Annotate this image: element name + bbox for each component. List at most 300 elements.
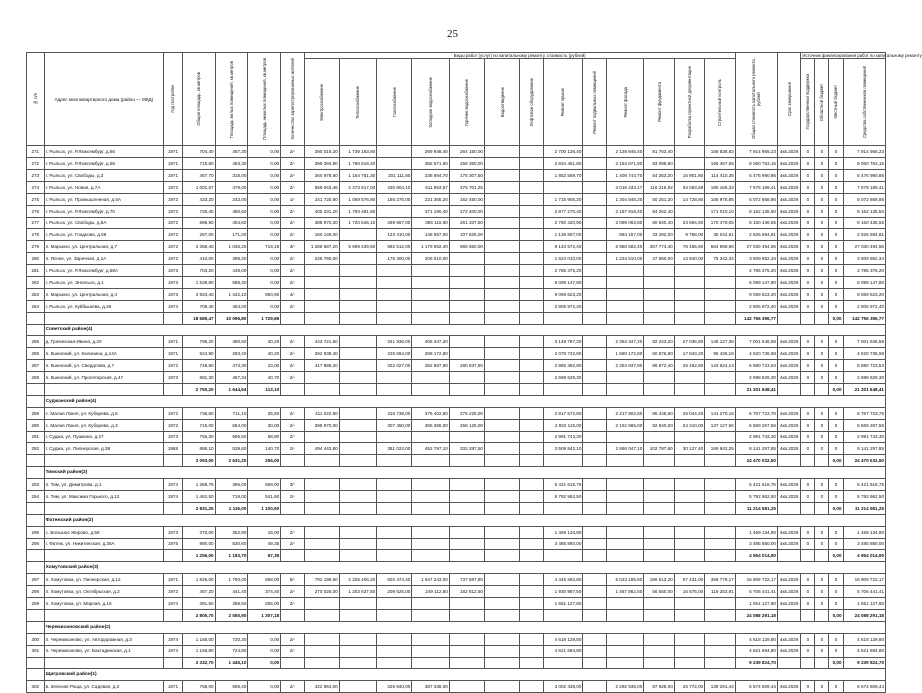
row-funding: 0 — [815, 360, 829, 372]
row-deadline: 4кв.2026 — [777, 479, 800, 491]
row-work-cost: 1 408 744,70 — [606, 169, 643, 181]
table-cell — [674, 455, 704, 467]
row-owners-funds: 8 060 763,15 — [843, 158, 885, 170]
table-cell — [377, 657, 412, 669]
row-work-cost — [339, 372, 376, 384]
table-cell — [164, 657, 183, 669]
row-work-cost — [520, 372, 543, 384]
row-residents: 2/- — [281, 300, 304, 312]
subtotal-total-area: 2 332,70 — [182, 657, 215, 669]
capital-repair-table — [26, 52, 922, 693]
row-funding: 0 — [801, 181, 815, 193]
row-funding: 0 — [801, 193, 815, 205]
row-funding: 0 — [801, 598, 815, 610]
table-cell — [583, 312, 606, 324]
subtotal-living-area: 1 183,70 — [215, 550, 248, 562]
row-year: 1972 — [164, 586, 183, 598]
col-header-work: Горячее водоснабжение — [449, 59, 484, 146]
row-work-cost — [520, 633, 543, 645]
row-funding: 0 — [815, 431, 829, 443]
row-number: 299 — [27, 598, 45, 610]
row-work-cost — [674, 633, 704, 645]
row-work-cost: 371 190,40 — [412, 205, 449, 217]
row-total-cost: 2 626 694,81 — [735, 229, 777, 241]
row-residents: 2/- — [281, 229, 304, 241]
row-funding: 0 — [829, 598, 843, 610]
row-work-cost — [377, 431, 412, 443]
row-work-cost — [339, 491, 376, 503]
row-owners-funds: 4 621 694,80 — [843, 645, 885, 657]
table-row — [27, 348, 886, 360]
row-living-area: 1 750,00 — [215, 574, 248, 586]
row-deadline: 4кв.2026 — [777, 598, 800, 610]
row-work-cost: 14 728,80 — [674, 193, 704, 205]
row-work-cost — [583, 241, 606, 253]
row-non-living-area: 25,50 — [248, 407, 281, 419]
row-total-cost: 4 618 129,80 — [735, 633, 777, 645]
row-number: 290 — [27, 419, 45, 431]
subtotal-living-area: 2 631,20 — [215, 455, 248, 467]
row-total-cost: 8 141 297,85 — [735, 443, 777, 455]
table-cell — [449, 550, 484, 562]
row-deadline: 4кв.2026 — [777, 419, 800, 431]
row-work-cost — [520, 253, 543, 265]
table-cell — [27, 669, 45, 681]
row-total-cost: 1 551 127,80 — [735, 598, 777, 610]
subtotal-row — [27, 609, 886, 621]
row-work-cost — [644, 598, 674, 610]
row-non-living-area: 0,00 — [248, 205, 281, 217]
row-funding: 0 — [801, 265, 815, 277]
table-cell — [606, 609, 643, 621]
row-owners-funds: 6 674 609,44 — [843, 681, 885, 693]
row-work-cost: 341 936,00 — [377, 336, 412, 348]
table-cell — [27, 550, 45, 562]
row-work-cost: 78 465,60 — [674, 241, 704, 253]
table-cell — [674, 384, 704, 396]
subtotal-row — [27, 550, 886, 562]
table-row — [27, 205, 886, 217]
row-work-cost: 96 436,18 — [705, 348, 736, 360]
row-work-cost: 105 976,86 — [705, 193, 736, 205]
row-funding: 0 — [829, 146, 843, 158]
table-cell — [705, 502, 736, 514]
row-non-living-area: 30,00 — [248, 419, 281, 431]
row-work-cost: 170 479,05 — [705, 217, 736, 229]
row-work-cost — [485, 681, 520, 693]
subtotal-owners-funds: 24 470 032,50 — [843, 455, 885, 467]
row-owners-funds: 6 880 723,53 — [843, 360, 885, 372]
row-work-cost — [583, 158, 606, 170]
table-cell — [44, 502, 164, 514]
table-cell — [543, 455, 583, 467]
table-row — [27, 229, 886, 241]
table-row — [27, 158, 886, 170]
table-cell — [304, 657, 339, 669]
row-residents: 2/- — [281, 491, 304, 503]
row-deadline: 4кв.2026 — [777, 193, 800, 205]
row-work-cost — [412, 431, 449, 443]
row-total-cost: 2 785 375,20 — [735, 265, 777, 277]
table-cell — [801, 312, 815, 324]
row-work-cost: 332 287,50 — [449, 443, 484, 455]
row-work-cost — [485, 633, 520, 645]
table-row — [27, 491, 886, 503]
row-work-cost — [412, 479, 449, 491]
row-owners-funds: 5 706 441,41 — [843, 586, 885, 598]
row-work-cost — [520, 360, 543, 372]
table-cell — [705, 657, 736, 669]
row-work-cost: 228 760,00 — [304, 253, 339, 265]
row-funding: 0 — [829, 372, 843, 384]
row-total-cost: 1 469 134,90 — [735, 526, 777, 538]
row-living-area: 404,60 — [215, 217, 248, 229]
table-cell — [674, 609, 704, 621]
row-non-living-area: 0,00 — [248, 265, 281, 277]
row-number: 294 — [27, 491, 45, 503]
row-residents: 2/- — [281, 336, 304, 348]
row-work-cost: 417 886,20 — [304, 360, 339, 372]
row-owners-funds: 1 469 134,90 — [843, 526, 885, 538]
row-work-cost — [705, 598, 736, 610]
row-funding: 0 — [801, 241, 815, 253]
row-work-cost: 102 787,60 — [644, 443, 674, 455]
row-work-cost — [377, 205, 412, 217]
table-cell — [304, 312, 339, 324]
row-work-cost — [674, 265, 704, 277]
row-work-cost: 137 127,56 — [705, 419, 736, 431]
row-total-area: 880,00 — [182, 538, 215, 550]
table-cell — [339, 455, 376, 467]
table-cell — [815, 312, 829, 324]
subtotal-non-living-area: 0,00 — [248, 657, 281, 669]
row-living-area: 724,80 — [215, 645, 248, 657]
row-funding: 0 — [815, 205, 829, 217]
subtotal-total-cost: 142 756 396,77 — [735, 312, 777, 324]
table-row — [27, 253, 886, 265]
row-living-area: 359,50 — [215, 598, 248, 610]
row-work-cost — [583, 181, 606, 193]
row-work-cost — [449, 288, 484, 300]
row-total-cost: 6 569 267,56 — [735, 419, 777, 431]
row-work-cost — [377, 300, 412, 312]
row-work-cost: 2 217 902,60 — [606, 407, 643, 419]
table-cell — [485, 609, 520, 621]
row-number: 293 — [27, 479, 45, 491]
row-work-cost: 162 450,00 — [449, 193, 484, 205]
row-work-cost: 316 738,00 — [377, 407, 412, 419]
row-year: 1973 — [164, 277, 183, 289]
table-cell — [801, 657, 815, 669]
row-work-cost: 267 774,40 — [644, 241, 674, 253]
row-year: 1973 — [164, 265, 183, 277]
row-non-living-area: 0,00 — [248, 277, 281, 289]
row-work-cost — [583, 217, 606, 229]
row-total-area: 1 539,80 — [182, 277, 215, 289]
row-work-cost — [520, 158, 543, 170]
row-funding: 0 — [829, 491, 843, 503]
row-funding: 0 — [829, 633, 843, 645]
row-living-area: 399,20 — [215, 253, 248, 265]
row-funding: 0 — [801, 288, 815, 300]
row-living-area: 480,60 — [215, 205, 248, 217]
table-cell — [27, 609, 45, 621]
row-work-cost — [583, 526, 606, 538]
table-cell — [606, 312, 643, 324]
row-work-cost: 272 400,00 — [449, 205, 484, 217]
row-number: 278 — [27, 229, 45, 241]
row-address: п. Тим, ул. Максима Горького, д.12 — [44, 491, 164, 503]
row-address: п. Кшенский, ул. Пролетарская, д.47 — [44, 372, 164, 384]
table-cell — [606, 455, 643, 467]
row-work-cost: 559 043,46 — [304, 181, 339, 193]
row-funding: 0 — [815, 193, 829, 205]
row-work-cost: 6 950 582,40 — [606, 241, 643, 253]
table-cell — [777, 455, 800, 467]
row-funding: 0 — [801, 229, 815, 241]
table-cell — [520, 455, 543, 467]
row-number: 277 — [27, 217, 45, 229]
row-year: 1975 — [164, 538, 183, 550]
row-address: г. Фатеж, ул. Никитинская, д.35А — [44, 538, 164, 550]
row-work-cost: 2 254 937,90 — [606, 360, 643, 372]
row-work-cost: 5 421 618,75 — [543, 479, 583, 491]
row-work-cost: 1 179 592,40 — [412, 241, 449, 253]
row-work-cost — [520, 146, 543, 158]
row-total-cost: 27 030 494,56 — [735, 241, 777, 253]
row-funding: 0 — [829, 158, 843, 170]
table-cell — [520, 657, 543, 669]
table-row — [27, 288, 886, 300]
col-header-living-area: Площадь жилых помещений, кв.метров — [215, 53, 248, 146]
row-work-cost — [520, 526, 543, 538]
row-living-area: 463,30 — [215, 158, 248, 170]
row-deadline: 4кв.2026 — [777, 681, 800, 693]
row-work-cost: 2 473 617,03 — [339, 181, 376, 193]
table-cell — [164, 455, 183, 467]
table-cell — [644, 455, 674, 467]
row-non-living-area: 0,00 — [248, 300, 281, 312]
row-work-cost: 15 901,80 — [674, 169, 704, 181]
row-work-cost — [644, 633, 674, 645]
row-work-cost — [304, 538, 339, 550]
row-work-cost: 2 668 047,10 — [606, 443, 643, 455]
row-work-cost: 268 172,80 — [412, 348, 449, 360]
row-owners-funds: 7 914 955,23 — [843, 146, 885, 158]
table-cell — [449, 502, 484, 514]
row-work-cost — [412, 633, 449, 645]
row-living-area: 318,00 — [215, 169, 248, 181]
row-total-cost: 5 706 441,41 — [735, 586, 777, 598]
row-work-cost — [339, 645, 376, 657]
row-deadline: 4кв.2026 — [777, 241, 800, 253]
row-work-cost — [705, 277, 736, 289]
row-living-area: 711,10 — [215, 407, 248, 419]
table-cell — [281, 657, 304, 669]
table-cell — [339, 384, 376, 396]
row-work-cost: 1 467 862,50 — [606, 586, 643, 598]
row-funding: 0 — [829, 419, 843, 431]
table-cell — [485, 502, 520, 514]
row-funding: 0 — [801, 348, 815, 360]
row-work-cost: 92 243,20 — [644, 336, 674, 348]
row-work-cost — [377, 277, 412, 289]
row-total-area: 726,40 — [182, 205, 215, 217]
row-owners-funds: 5 476 990,86 — [843, 169, 885, 181]
row-total-area: 1 368,75 — [182, 479, 215, 491]
row-work-cost — [339, 336, 376, 348]
row-deadline: 4кв.2026 — [777, 277, 800, 289]
row-funding: 0 — [815, 277, 829, 289]
table-cell — [583, 609, 606, 621]
row-work-cost — [304, 265, 339, 277]
table-cell — [281, 609, 304, 621]
table-cell — [164, 312, 183, 324]
row-deadline: 4кв.2026 — [777, 645, 800, 657]
row-funding: 0 — [829, 241, 843, 253]
table-cell — [705, 455, 736, 467]
table-cell — [674, 312, 704, 324]
row-residents: 2/- — [281, 253, 304, 265]
row-work-cost — [485, 241, 520, 253]
row-work-cost — [583, 348, 606, 360]
row-deadline: 4кв.2026 — [777, 431, 800, 443]
table-row — [27, 645, 886, 657]
row-residents: 2/- — [281, 681, 304, 693]
row-total-area: 391,50 — [182, 598, 215, 610]
subtotal-total-cost: 24 088 291,18 — [735, 609, 777, 621]
row-total-cost: 5 476 990,86 — [735, 169, 777, 181]
row-total-cost: 2 991 743,30 — [735, 431, 777, 443]
table-cell — [606, 657, 643, 669]
row-funding: 0 — [815, 229, 829, 241]
row-year: 1971 — [164, 336, 183, 348]
row-work-cost: 390 016,20 — [304, 146, 339, 158]
row-work-cost — [674, 372, 704, 384]
row-residents: 2/- — [281, 407, 304, 419]
col-header-work: Теплоснабжение — [339, 59, 376, 146]
row-work-cost: 269 948,40 — [412, 146, 449, 158]
row-number: 275 — [27, 193, 45, 205]
row-number: 289 — [27, 407, 45, 419]
row-work-cost — [449, 681, 484, 693]
row-number: 286 — [27, 348, 45, 360]
row-work-cost — [583, 598, 606, 610]
table-cell — [815, 502, 829, 514]
row-address: п. Кшенский, ул. Свердлова, д.7 — [44, 360, 164, 372]
row-work-cost — [485, 574, 520, 586]
row-funding: 0 — [829, 169, 843, 181]
row-year: 1974 — [164, 479, 183, 491]
table-cell — [164, 550, 183, 562]
row-address: п. Марьино, ул. Центральная, д.4 — [44, 288, 164, 300]
row-work-cost — [644, 372, 674, 384]
table-cell — [44, 384, 164, 396]
row-total-area: 287,00 — [182, 229, 215, 241]
subtotal-total-cost: 21 201 648,41 — [735, 384, 777, 396]
subtotal-living-area: 10 096,80 — [215, 312, 248, 324]
row-work-cost: 196 513,20 — [644, 574, 674, 586]
row-living-area: 293,40 — [215, 348, 248, 360]
row-funding: 0 — [829, 181, 843, 193]
row-work-cost — [339, 265, 376, 277]
row-residents: 2/- — [281, 348, 304, 360]
row-funding: 0 — [815, 407, 829, 419]
row-funding: 0 — [815, 574, 829, 586]
row-work-cost: 146 127,38 — [705, 336, 736, 348]
table-cell — [412, 384, 449, 396]
table-cell — [27, 467, 45, 479]
row-work-cost — [377, 372, 412, 384]
row-work-cost: 1 203 637,50 — [339, 586, 376, 598]
row-work-cost — [485, 336, 520, 348]
table-row — [27, 431, 886, 443]
row-work-cost: 1 647 243,00 — [412, 574, 449, 586]
row-total-area: 433,20 — [182, 193, 215, 205]
row-work-cost: 1 715 905,20 — [543, 193, 583, 205]
row-work-cost — [485, 253, 520, 265]
row-funding: 0 — [829, 645, 843, 657]
col-header-non-living-area: Площадь нежилых помещений, кв.метров — [248, 53, 281, 146]
row-funding: 0 — [801, 479, 815, 491]
subtotal-row — [27, 657, 886, 669]
table-cell — [27, 562, 45, 574]
row-total-cost: 16 809 722,17 — [735, 574, 777, 586]
row-address: г. Рыльск, ул. Р.Люксембург, д.70 — [44, 205, 164, 217]
row-work-cost — [583, 681, 606, 693]
row-total-area: 703,20 — [182, 265, 215, 277]
row-work-cost — [583, 265, 606, 277]
row-residents: 2/- — [281, 265, 304, 277]
row-total-area: 467,70 — [182, 169, 215, 181]
table-cell — [304, 502, 339, 514]
row-funding: 0 — [801, 574, 815, 586]
table-row — [27, 265, 886, 277]
table-header — [27, 53, 922, 146]
row-address: с. Малая Локня, ул. Кубарева, д.5 — [44, 407, 164, 419]
row-deadline: 4кв.2026 — [777, 348, 800, 360]
row-number: 276 — [27, 205, 45, 217]
row-deadline: 4кв.2026 — [777, 586, 800, 598]
subtotal-row — [27, 455, 886, 467]
row-work-cost — [485, 277, 520, 289]
table-row — [27, 146, 886, 158]
col-header-row-no: № п/п — [27, 53, 45, 146]
row-work-cost: 4 618 129,80 — [543, 633, 583, 645]
row-deadline: 4кв.2026 — [777, 372, 800, 384]
row-deadline: 4кв.2026 — [777, 491, 800, 503]
table-cell — [777, 384, 800, 396]
table-cell — [520, 609, 543, 621]
row-work-cost: 2 078 732,80 — [543, 348, 583, 360]
row-work-cost: 2 325 406,20 — [339, 574, 376, 586]
row-work-cost — [412, 526, 449, 538]
row-work-cost: 2 917 672,60 — [543, 407, 583, 419]
table-row — [27, 169, 886, 181]
row-work-cost: 1 624 010,00 — [543, 253, 583, 265]
row-living-area: 171,00 — [215, 229, 248, 241]
table-cell — [304, 609, 339, 621]
row-work-cost: 67 431,00 — [674, 574, 704, 586]
row-work-cost: 180 166,33 — [705, 181, 736, 193]
row-work-cost — [449, 277, 484, 289]
row-work-cost — [674, 158, 704, 170]
row-work-cost: 27 036,80 — [674, 336, 704, 348]
row-year: 1973 — [164, 526, 183, 538]
row-living-area: 696,50 — [215, 431, 248, 443]
row-work-cost: 209 625,00 — [377, 586, 412, 598]
row-work-cost — [449, 372, 484, 384]
